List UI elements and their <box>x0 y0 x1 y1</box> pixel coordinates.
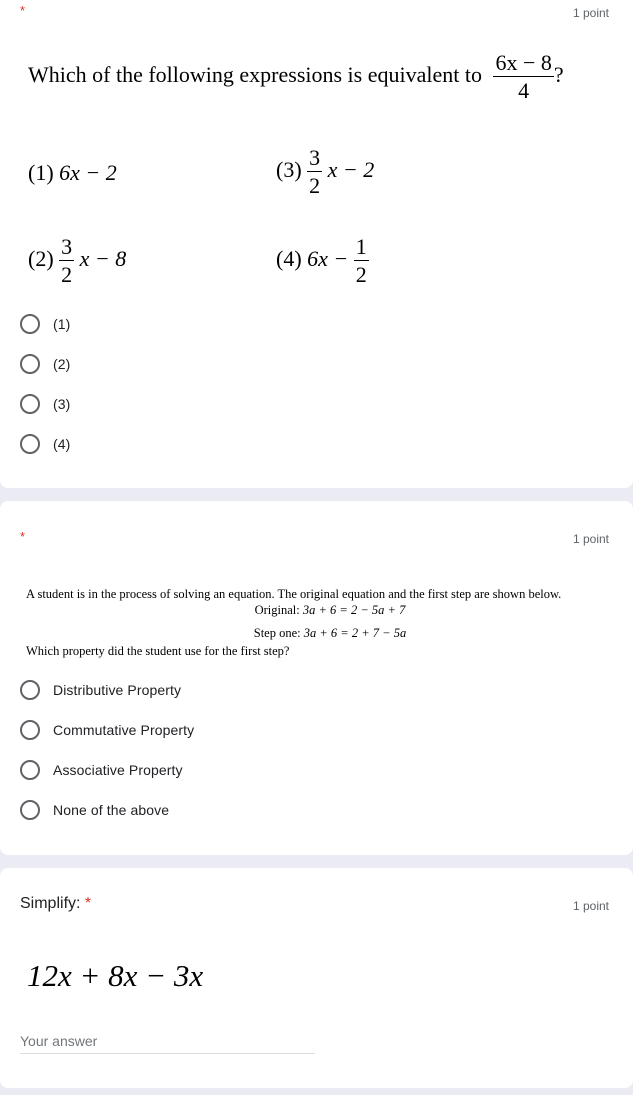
answer-input[interactable] <box>20 1029 315 1054</box>
radio-option-none[interactable] <box>20 798 169 822</box>
radio-circle[interactable] <box>20 680 40 700</box>
radio-option-1[interactable] <box>20 312 70 336</box>
question-prompt: Which property did the student use for the first step? <box>26 644 290 658</box>
original-equation <box>0 603 633 618</box>
radio-circle[interactable] <box>20 354 40 374</box>
radio-circle[interactable] <box>20 720 40 740</box>
choice-label: (1) <box>28 160 54 185</box>
choice-label: (2) <box>28 246 54 272</box>
choice-expression-3 <box>276 147 374 197</box>
original-eq: 3a + 6 = 2 − 5a + 7 <box>302 603 406 617</box>
question-title-text: Simplify: <box>20 895 81 912</box>
question-title <box>20 895 91 913</box>
choice-fraction <box>354 236 369 286</box>
question-card-2 <box>0 501 633 855</box>
radio-option-3[interactable] <box>20 392 70 416</box>
fraction-numerator: 3 <box>309 145 321 170</box>
required-asterisk: * <box>84 895 92 912</box>
choice-fraction <box>59 236 74 286</box>
radio-option-commutative[interactable] <box>20 718 194 742</box>
radio-label: (4) <box>53 436 71 452</box>
prompt-fraction <box>493 52 553 102</box>
required-asterisk: * <box>20 529 26 544</box>
choice-expression-1 <box>28 160 117 186</box>
fraction-numerator: 6x − 8 <box>495 50 552 75</box>
step-label: Step one: <box>253 626 301 640</box>
choice-expr: x − 2 <box>327 157 375 183</box>
question-card-3 <box>0 868 633 1088</box>
radio-circle[interactable] <box>20 434 40 454</box>
points-label: 1 point <box>572 899 609 913</box>
question-card-1 <box>0 0 633 488</box>
radio-option-2[interactable] <box>20 352 70 376</box>
points-label: 1 point <box>572 6 609 20</box>
question-prompt: Which of the following expressions is equivalent to <box>28 62 482 88</box>
choice-expr: 6x − <box>307 246 349 272</box>
radio-circle[interactable] <box>20 760 40 780</box>
fraction-denominator: 4 <box>518 78 530 103</box>
choice-label: (3) <box>276 157 302 183</box>
step-one-equation <box>0 626 633 641</box>
radio-label: Commutative Property <box>53 722 195 738</box>
simplify-expression: 12x + 8x − 3x <box>27 958 204 993</box>
radio-label: Associative Property <box>53 762 183 778</box>
points-label: 1 point <box>572 532 609 546</box>
radio-circle[interactable] <box>20 314 40 334</box>
original-label: Original: <box>254 603 300 617</box>
choice-expression-4 <box>276 236 369 286</box>
question-mark: ? <box>553 62 564 88</box>
radio-label: (2) <box>53 356 71 372</box>
fraction-denominator: 2 <box>61 262 73 287</box>
radio-label: None of the above <box>53 802 170 818</box>
radio-label: (3) <box>53 396 71 412</box>
radio-circle[interactable] <box>20 800 40 820</box>
choice-fraction <box>307 147 322 197</box>
fraction-denominator: 2 <box>355 262 367 287</box>
radio-label: Distributive Property <box>53 682 182 698</box>
step-eq: 3a + 6 = 2 + 7 − 5a <box>303 626 407 640</box>
fraction-numerator: 3 <box>61 234 73 259</box>
radio-label: (1) <box>53 316 71 332</box>
choice-expr: 6x − 2 <box>59 160 117 185</box>
question-intro: A student is in the process of solving an equation. The original equation and the first step are shown below. <box>26 587 562 601</box>
radio-option-distributive[interactable] <box>20 678 181 702</box>
fraction-denominator: 2 <box>309 173 321 198</box>
choice-label: (4) <box>276 246 302 272</box>
radio-option-associative[interactable] <box>20 758 183 782</box>
choice-expr: x − 8 <box>79 246 127 272</box>
fraction-numerator: 1 <box>355 234 367 259</box>
radio-circle[interactable] <box>20 394 40 414</box>
question-image-text <box>28 52 564 102</box>
radio-option-4[interactable] <box>20 432 70 456</box>
choice-expression-2 <box>28 236 126 286</box>
required-asterisk: * <box>20 3 26 18</box>
